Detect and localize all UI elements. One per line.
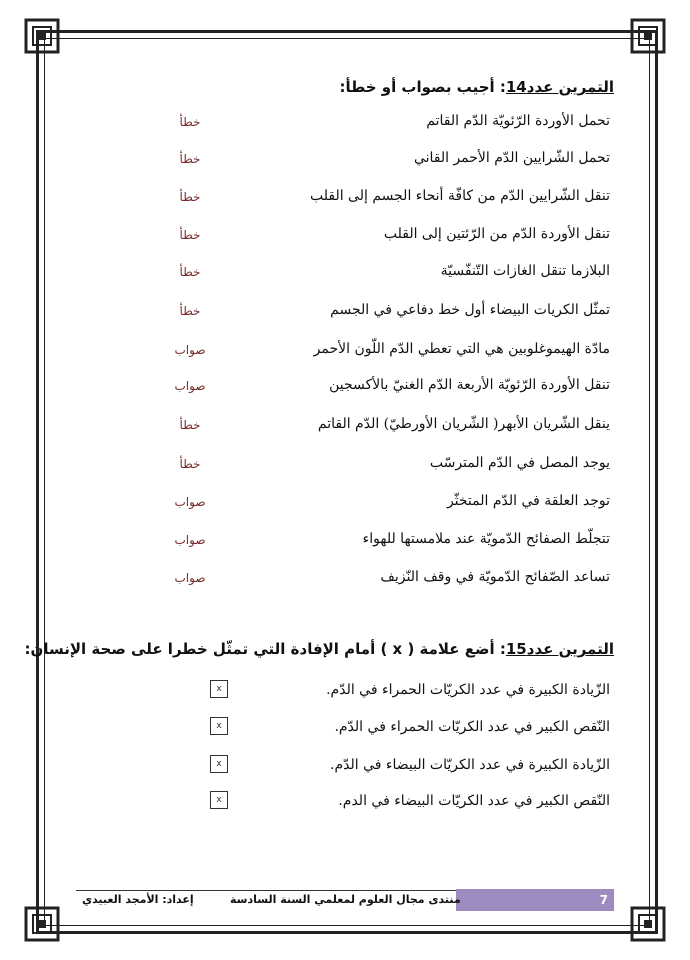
answer-checkbox[interactable] — [210, 680, 228, 698]
list-item — [80, 493, 610, 517]
answer-checkbox[interactable] — [210, 717, 228, 735]
corner-ornament-icon — [628, 904, 668, 944]
answer-text: خطأ — [179, 152, 201, 166]
statement-text: تنقل الأوردة الدّم من الرّئتين إلى القلب — [383, 226, 610, 242]
list-item — [210, 717, 610, 743]
list-item — [80, 263, 610, 287]
footer-page-bar — [456, 889, 614, 911]
answer-checkbox[interactable] — [210, 755, 228, 773]
exercise-15-label: التمرين عدد15 — [505, 640, 614, 658]
answer-text: خطأ — [179, 265, 201, 279]
list-item — [80, 569, 610, 593]
list-item — [80, 455, 610, 479]
answer-text: خطأ — [179, 457, 201, 471]
list-item — [80, 416, 610, 440]
footer-author-text: إعداد: الأمجد العبيدي — [82, 893, 194, 906]
exercise-14-heading: التمرين عدد14: أجيب بصواب أو خطأ: — [339, 78, 614, 96]
answer-text: صواب — [174, 495, 206, 509]
list-item — [80, 188, 610, 212]
exercise-15-instruction: أضع علامة ( x ) أمام الإفادة التي تمثّل خطرا على صحة الإنسان: — [24, 640, 500, 658]
answer-text: خطأ — [179, 304, 201, 318]
statement-text: تمثّل الكريات البيضاء أول خط دفاعي في الجسم — [330, 302, 610, 318]
list-item — [80, 377, 610, 401]
answer-text: صواب — [174, 571, 206, 585]
statement-text: تتجلّط الصفائح الدّمويّة عند ملامستها للهواء — [362, 531, 610, 547]
statement-text: توجد العلقة في الدّم المتخثّر — [446, 493, 610, 509]
statement-text: مادّة الهيموغلوبين هي التي تعطي الدّم اللّون الأحمر — [313, 341, 610, 357]
exercise-15-heading: التمرين عدد15: أضع علامة ( x ) أمام الإفادة التي تمثّل خطرا على صحة الإنسان: — [24, 640, 614, 658]
list-item — [80, 531, 610, 555]
list-item — [210, 755, 610, 781]
list-item — [80, 341, 610, 365]
answer-text: خطأ — [179, 190, 201, 204]
answer-text: صواب — [174, 343, 206, 357]
list-item — [80, 150, 610, 174]
box-mark: x — [216, 684, 222, 694]
list-item — [80, 113, 610, 137]
statement-text: تنقل الأوردة الرّئويّة الأربعة الدّم الغنيّ بالأكسجين — [329, 377, 610, 393]
answer-text: صواب — [174, 533, 206, 547]
answer-text: خطأ — [179, 115, 201, 129]
corner-ornament-icon — [22, 16, 62, 56]
answer-text: خطأ — [179, 228, 201, 242]
box-mark: x — [216, 759, 222, 769]
footer-forum-text: منتدى مجال العلوم لمعلمي السنة السادسة — [230, 893, 461, 906]
answer-text: خطأ — [179, 418, 201, 432]
statement-text: تنقل الشّرايين الدّم من كافّة أنحاء الجسم إلى القلب — [309, 188, 610, 204]
statement-text: البلازما تنقل الغازات التّنفّسيّة — [440, 263, 610, 279]
statement-text: الزّيادة الكبيرة في عدد الكريّات البيضاء في الدّم. — [330, 757, 610, 773]
statement-text: تحمل الأوردة الرّئويّة الدّم القاتم — [426, 113, 610, 129]
list-item — [80, 302, 610, 326]
list-item — [210, 791, 610, 817]
box-mark: x — [216, 795, 222, 805]
corner-ornament-icon — [628, 16, 668, 56]
statement-text: النّقص الكبير في عدد الكريّات البيضاء في الدم. — [338, 793, 610, 809]
statement-text: يوجد المصل في الدّم المترسّب — [429, 455, 610, 471]
page-number: 7 — [599, 893, 608, 907]
list-item — [80, 226, 610, 250]
list-item — [210, 680, 610, 706]
exercise-14-label: التمرين عدد14 — [505, 78, 614, 96]
exercise-14-instruction: أجيب بصواب أو خطأ: — [339, 78, 500, 96]
corner-ornament-icon — [22, 904, 62, 944]
statement-text: تحمل الشّرايين الدّم الأحمر القاني — [413, 150, 610, 166]
statement-text: تساعد الصّفائح الدّمويّة في وقف النّزيف — [380, 569, 610, 585]
box-mark: x — [216, 721, 222, 731]
answer-checkbox[interactable] — [210, 791, 228, 809]
statement-text: ينقل الشّريان الأبهر( الشّريان الأورطيّ) الدّم القاتم — [317, 416, 610, 432]
statement-text: النّقص الكبير في عدد الكريّات الحمراء في الدّم. — [334, 719, 610, 735]
answer-text: صواب — [174, 379, 206, 393]
statement-text: الزّيادة الكبيرة في عدد الكريّات الحمراء في الدّم. — [326, 682, 610, 698]
